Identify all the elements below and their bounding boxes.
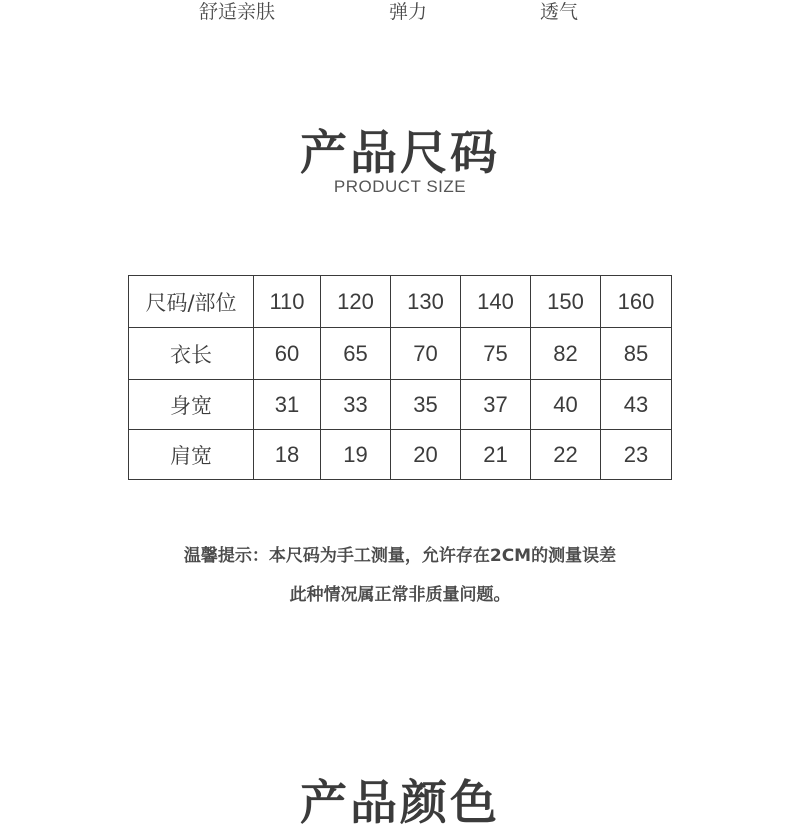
- measurement-cell: 20: [391, 430, 461, 480]
- size-table: [128, 275, 672, 480]
- feature-label-comfort: 舒适亲肤: [199, 1, 276, 23]
- size-table-header-row: [129, 276, 672, 328]
- feature-label-elastic: 弹力: [389, 1, 428, 23]
- measurement-cell: 22: [531, 430, 601, 480]
- size-header-cell: 130: [391, 276, 461, 328]
- measurement-cell: 21: [461, 430, 531, 480]
- size-header-cell: 160: [601, 276, 672, 328]
- measurement-cell: 70: [391, 328, 461, 380]
- feature-label-breathable: 透气: [540, 1, 579, 23]
- measurement-cell: 40: [531, 380, 601, 430]
- measurement-cell: 82: [531, 328, 601, 380]
- measurement-cell: 31: [254, 380, 321, 430]
- measurement-cell: 43: [601, 380, 672, 430]
- size-header-cell: 120: [321, 276, 391, 328]
- row-label: 肩宽: [129, 430, 254, 480]
- measurement-cell: 19: [321, 430, 391, 480]
- size-section-subtitle: PRODUCT SIZE: [333, 177, 467, 196]
- measurement-cell: 33: [321, 380, 391, 430]
- measurement-cell: 85: [601, 328, 672, 380]
- measurement-cell: 37: [461, 380, 531, 430]
- measurement-cell: 35: [391, 380, 461, 430]
- measurement-cell: 23: [601, 430, 672, 480]
- size-table-row-body-width: [129, 380, 672, 430]
- color-section-title: 产品颜色: [300, 776, 500, 831]
- size-section-title: 产品尺码: [300, 126, 500, 181]
- notice-line-1: 温馨提示：本尺码为手工测量，允许存在2CM的测量误差: [183, 546, 617, 566]
- measurement-cell: 60: [254, 328, 321, 380]
- size-header-cell: 140: [461, 276, 531, 328]
- measurement-cell: 18: [254, 430, 321, 480]
- size-table-row-shoulder-width: [129, 430, 672, 480]
- size-table-corner-label: 尺码/部位: [129, 276, 254, 328]
- size-header-cell: 110: [254, 276, 321, 328]
- size-header-cell: 150: [531, 276, 601, 328]
- row-label: 身宽: [129, 380, 254, 430]
- feature-labels: [0, 0, 800, 30]
- size-table-row-length: [129, 328, 672, 380]
- notice-line-2: 此种情况属正常非质量问题。: [289, 585, 511, 605]
- measurement-cell: 75: [461, 328, 531, 380]
- row-label: 衣长: [129, 328, 254, 380]
- measurement-cell: 65: [321, 328, 391, 380]
